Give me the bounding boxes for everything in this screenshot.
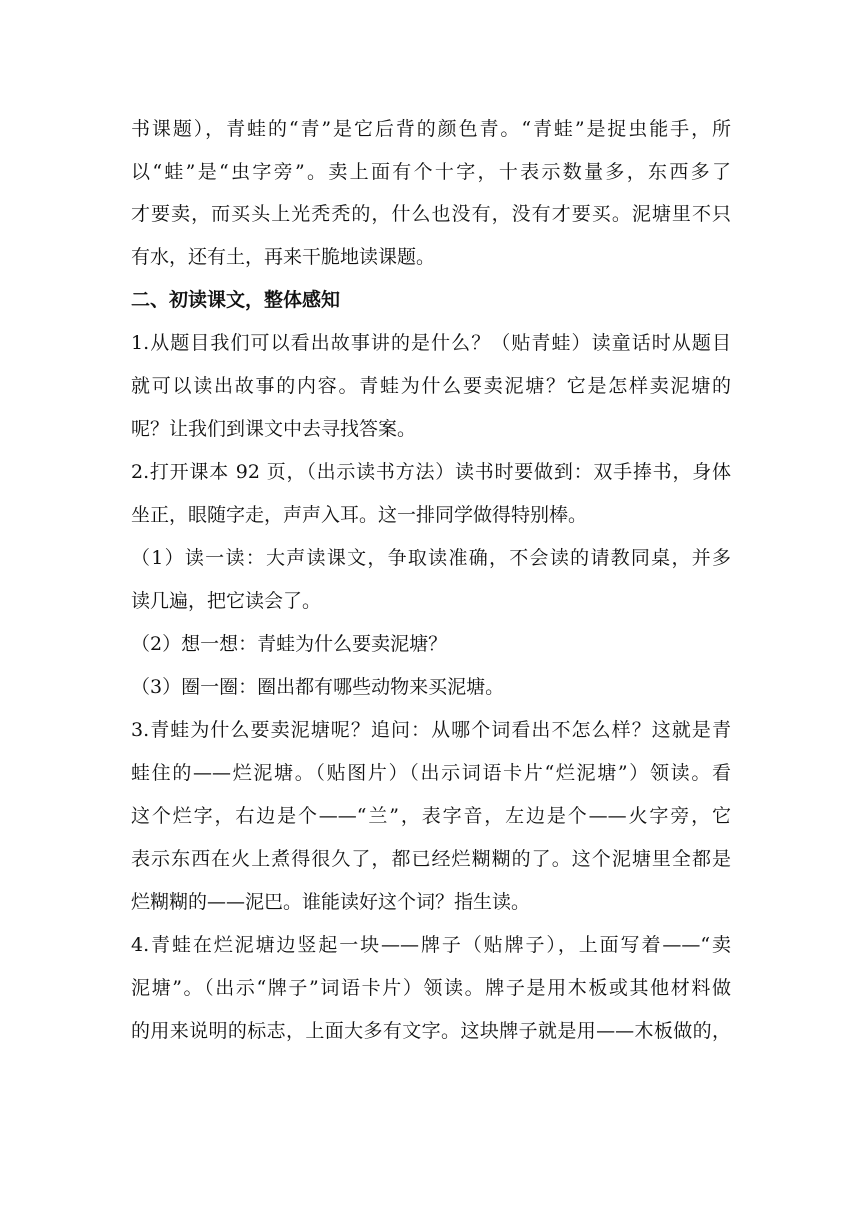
text-line: （1）读一读：大声读课文，争取读准确，不会读的请教同桌，并多: [131, 547, 731, 569]
text-line: 书课题），青蛙的“青”是它后背的颜色青。“青蛙”是捉虫能手，所: [131, 118, 731, 140]
text-line: 这个烂字，右边是个——“兰”，表字音，左边是个——火字旁，它: [131, 805, 731, 827]
text-line: 蛙住的——烂泥塘。（贴图片）（出示词语卡片“烂泥塘”）领读。看: [131, 762, 731, 784]
text-line: 的用来说明的标志，上面大多有文字。这块牌子就是用——木板做的，: [131, 1020, 731, 1042]
text-line: 3.青蛙为什么要卖泥塘呢？追问：从哪个词看出不怎么样？这就是青: [131, 719, 731, 741]
text-line: 1.从题目我们可以看出故事讲的是什么？（贴青蛙）读童话时从题目: [131, 332, 731, 354]
text-line: 有水，还有土，再来干脆地读课题。: [131, 246, 436, 268]
text-line: 泥塘”。（出示“牌子”词语卡片）领读。牌子是用木板或其他材料做: [131, 977, 731, 999]
section-heading: 二、初读课文，整体感知: [131, 289, 341, 311]
text-line: 才要卖，而买头上光秃秃的，什么也没有，没有才要买。泥塘里不只: [131, 203, 731, 225]
text-line: 坐正，眼随字走，声声入耳。这一排同学做得特别棒。: [131, 504, 588, 526]
text-line: 读几遍，把它读会了。: [131, 590, 322, 612]
text-line: 以“蛙”是“虫字旁”。卖上面有个十字，十表示数量多，东西多了: [131, 161, 731, 183]
text-line: 2.打开课本 92 页，（出示读书方法）读书时要做到：双手捧书，身体: [131, 461, 731, 483]
text-line: 就可以读出故事的内容。青蛙为什么要卖泥塘？它是怎样卖泥塘的: [131, 375, 731, 397]
text-line: 烂糊糊的——泥巴。谁能读好这个词？指生读。: [131, 891, 531, 913]
text-line: 4.青蛙在烂泥塘边竖起一块——牌子（贴牌子），上面写着——“卖: [131, 934, 731, 956]
text-line: 表示东西在火上煮得很久了，都已经烂糊糊的了。这个泥塘里全都是: [131, 848, 731, 870]
text-line: （3）圈一圈：圈出都有哪些动物来买泥塘。: [131, 676, 505, 698]
text-line: 呢？让我们到课文中去寻找答案。: [131, 418, 417, 440]
text-line: （2）想一想：青蛙为什么要卖泥塘？: [131, 633, 448, 655]
